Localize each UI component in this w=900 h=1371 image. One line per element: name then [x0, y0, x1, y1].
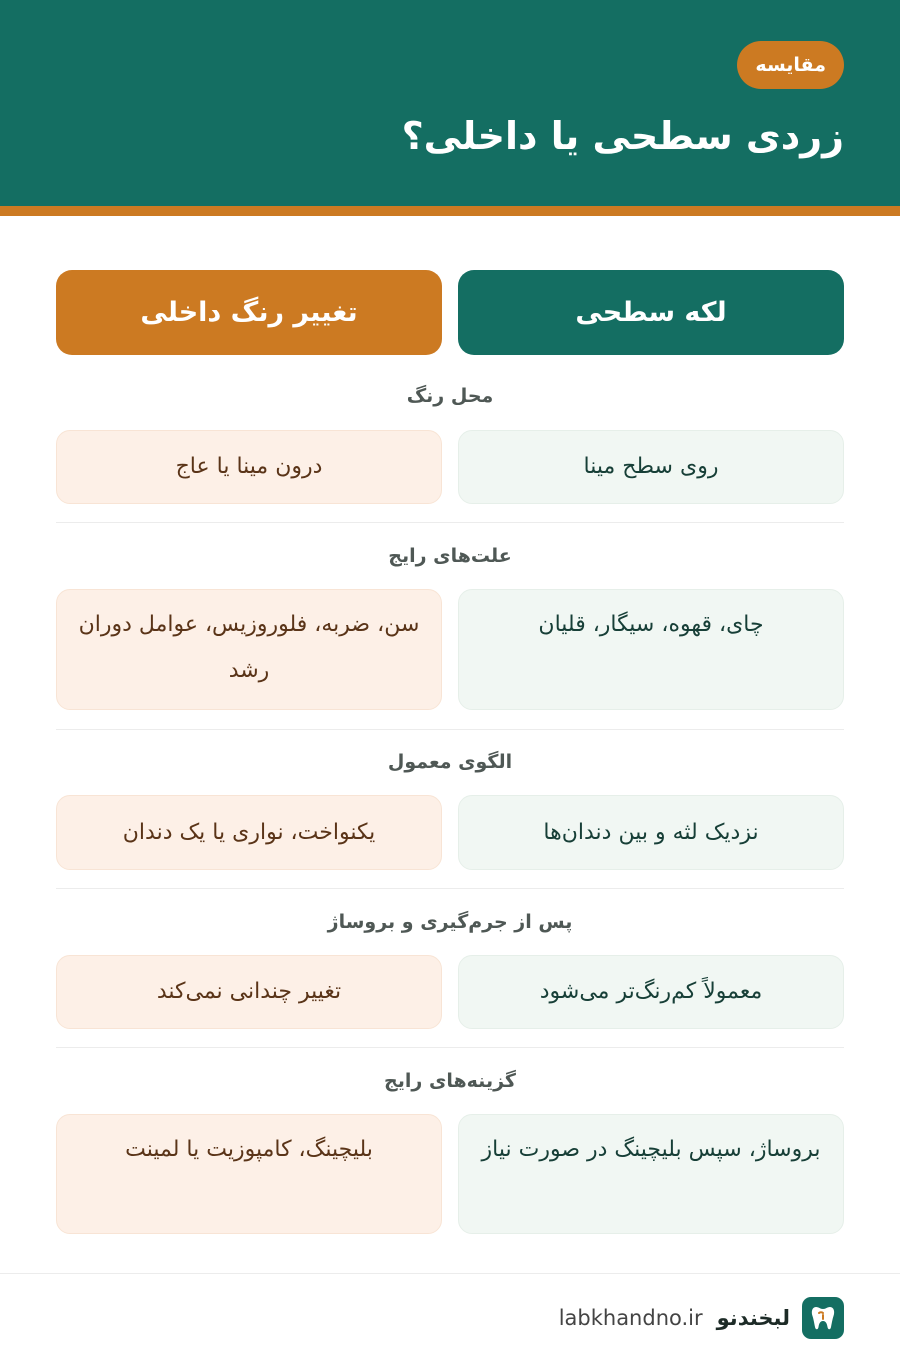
row-divider [56, 729, 844, 730]
brand-name: لبخندنو [716, 1306, 790, 1330]
column-header-surface: لکه سطحی [458, 270, 844, 355]
header-banner [0, 0, 900, 216]
cell-surface-location: روی سطح مینا [458, 430, 844, 504]
cell-internal-pattern: یکنواخت، نواری یا یک دندان [56, 795, 442, 870]
row-label-pattern: الگوی معمول [387, 751, 513, 773]
row-after-cleaning [56, 955, 844, 1029]
cell-internal-after-cleaning: تغییر چندانی نمی‌کند [56, 955, 442, 1029]
column-header-internal: تغییر رنگ داخلی [56, 270, 442, 355]
website-link[interactable]: labkhandno.ir [558, 1306, 703, 1330]
cell-surface-options: بروساژ، سپس بلیچینگ در صورت نیاز [458, 1114, 844, 1234]
row-location [56, 430, 844, 504]
row-divider [56, 522, 844, 523]
row-label-location: محل رنگ [406, 385, 494, 407]
row-divider [56, 1047, 844, 1048]
category-badge: مقایسه [737, 41, 844, 89]
cell-surface-pattern: نزدیک لثه و بین دندان‌ها [458, 795, 844, 870]
cell-surface-causes: چای، قهوه، سیگار، قلیان [458, 589, 844, 710]
cell-internal-causes: سن، ضربه، فلوروزیس، عوامل دوران رشد [56, 589, 442, 710]
row-divider [56, 888, 844, 889]
column-headers [56, 270, 844, 355]
row-options [56, 1114, 844, 1234]
row-label-options: گزینه‌های رایج [384, 1070, 516, 1092]
page-title: زردی سطحی یا داخلی؟ [401, 114, 844, 158]
cell-surface-after-cleaning: معمولاً کم‌رنگ‌تر می‌شود [458, 955, 844, 1029]
row-pattern [56, 795, 844, 870]
row-label-after-cleaning: پس از جرم‌گیری و بروساژ [327, 911, 573, 933]
tooth-icon [802, 1297, 844, 1339]
footer-divider [0, 1273, 900, 1274]
footer [559, 1297, 844, 1339]
row-label-causes: علت‌های رایج [388, 545, 512, 567]
cell-internal-location: درون مینا یا عاج [56, 430, 442, 504]
cell-internal-options: بلیچینگ، کامپوزیت یا لمینت [56, 1114, 442, 1234]
row-causes [56, 589, 844, 710]
